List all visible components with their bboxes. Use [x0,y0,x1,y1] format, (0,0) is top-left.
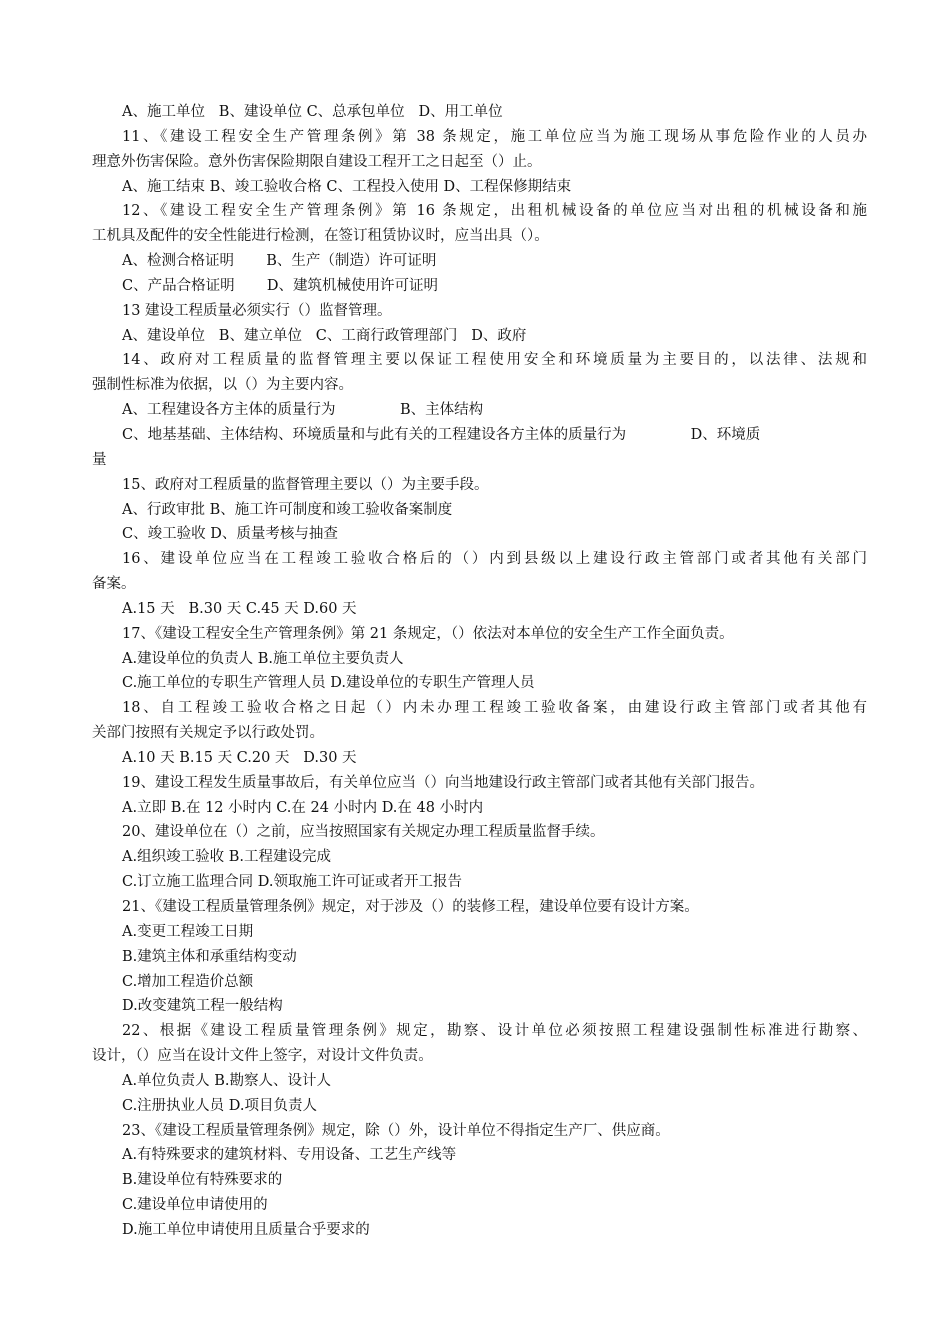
question-11-line-2: 理意外伤害保险。意外伤害保险期限自建设工程开工之日起至（）止。 [92,153,542,170]
option-line: C.订立施工监理合同 D.领取施工许可证或者开工报告 [122,874,463,891]
option-line: D.施工单位申请使用且质量合乎要求的 [122,1221,370,1238]
option-line: A、工程建设各方主体的质量行为 B、主体结构 [122,402,484,419]
option-line: A.立即 B.在 12 小时内 C.在 24 小时内 D.在 48 小时内 [122,799,484,816]
question-17-line: 17、《建设工程安全生产管理条例》第 21 条规定，（）依法对本单位的安全生产工作全面负责。 [122,625,734,642]
option-line: A.有特殊要求的建筑材料、专用设备、工艺生产线等 [122,1147,457,1164]
option-line: A、施工结束 B、竣工验收合格 C、工程投入使用 D、工程保修期结束 [122,178,572,195]
option-line: A.建设单位的负责人 B.施工单位主要负责人 [122,650,404,667]
question-22-line-2: 设计，（）应当在设计文件上签字，对设计文件负责。 [92,1048,433,1065]
question-20-line: 20、建设单位在（）之前，应当按照国家有关规定办理工程质量监督手续。 [122,824,605,841]
option-line: B.建筑主体和承重结构变动 [122,948,297,965]
question-12-line-1: 12、《建设工程安全生产管理条例》第 16 条规定，出租机械设备的单位应当对出租的机械设备和施 [122,203,867,220]
option-line: C、产品合格证明 D、建筑机械使用许可证明 [122,277,438,294]
option-line: C、竣工验收 D、质量考核与抽查 [122,526,338,543]
option-line: A.15 天 B.30 天 C.45 天 D.60 天 [122,600,357,617]
option-line: C.注册执业人员 D.项目负责人 [122,1097,318,1114]
option-line: A.变更工程竣工日期 [122,923,254,940]
option-line: A、施工单位 B、建设单位 C、总承包单位 D、用工单位 [122,104,503,120]
question-19-line: 19、建设工程发生质量事故后，有关单位应当（）向当地建设行政主管部门或者其他有关部门报告。 [122,774,764,791]
question-14-line-2: 强制性标准为依据，以（）为主要内容。 [92,377,353,394]
question-13-line: 13 建设工程质量必须实行（）监督管理。 [122,302,392,319]
option-line: A、行政审批 B、施工许可制度和竣工验收备案制度 [122,501,453,518]
option-line: A.单位负责人 B.勘察人、设计人 [122,1072,331,1089]
question-22-line-1: 22、根据《建设工程质量管理条例》规定，勘察、设计单位必须按照工程建设强制性标准进行勘察、 [122,1023,867,1040]
option-line: C.增加工程造价总额 [122,973,254,990]
question-18-line-2: 关部门按照有关规定予以行政处罚。 [92,725,324,742]
option-line: C.施工单位的专职生产管理人员 D.建设单位的专职生产管理人员 [122,675,535,692]
question-16-line-2: 备案。 [92,576,136,593]
question-14-line-1: 14、政府对工程质量的监督管理主要以保证工程使用安全和环境质量为主要目的，以法律、法规和 [122,352,867,369]
option-line: C.建设单位申请使用的 [122,1197,268,1214]
question-15-line: 15、政府对工程质量的监督管理主要以（）为主要手段。 [122,476,489,493]
option-line: A、检测合格证明 B、生产（制造）许可证明 [122,253,437,270]
option-line: D.改变建筑工程一般结构 [122,998,283,1015]
question-12-line-2: 工机具及配件的安全性能进行检测，在签订租赁协议时，应当出具（）。 [92,228,549,245]
question-21-line: 21、《建设工程质量管理条例》规定，对于涉及（）的装修工程，建设单位要有设计方案。 [122,899,699,915]
option-line: C、地基基础、主体结构、环境质量和与此有关的工程建设各方主体的质量行为 D、环境质 [122,426,761,443]
question-11-line-1: 11、《建设工程安全生产管理条例》第 38 条规定，施工单位应当为施工现场从事危险作业的人员办 [122,128,867,145]
option-line: A.组织竣工验收 B.工程建设完成 [122,849,331,866]
question-16-line-1: 16、建设单位应当在工程竣工验收合格后的（）内到县级以上建设行政主管部门或者其他有关部门 [122,551,867,568]
option-line: B.建设单位有特殊要求的 [122,1172,283,1189]
question-23-line: 23、《建设工程质量管理条例》规定，除（）外，设计单位不得指定生产厂、供应商。 [122,1122,670,1139]
document-page [92,100,867,1243]
question-18-line-1: 18、自工程竣工验收合格之日起（）内未办理工程竣工验收备案，由建设行政主管部门或者其他有 [122,700,867,717]
option-line-continued: 量 [92,451,107,468]
option-line: A、建设单位 B、建立单位 C、工商行政管理部门 D、政府 [122,327,527,344]
option-line: A.10 天 B.15 天 C.20 天 D.30 天 [122,749,357,766]
